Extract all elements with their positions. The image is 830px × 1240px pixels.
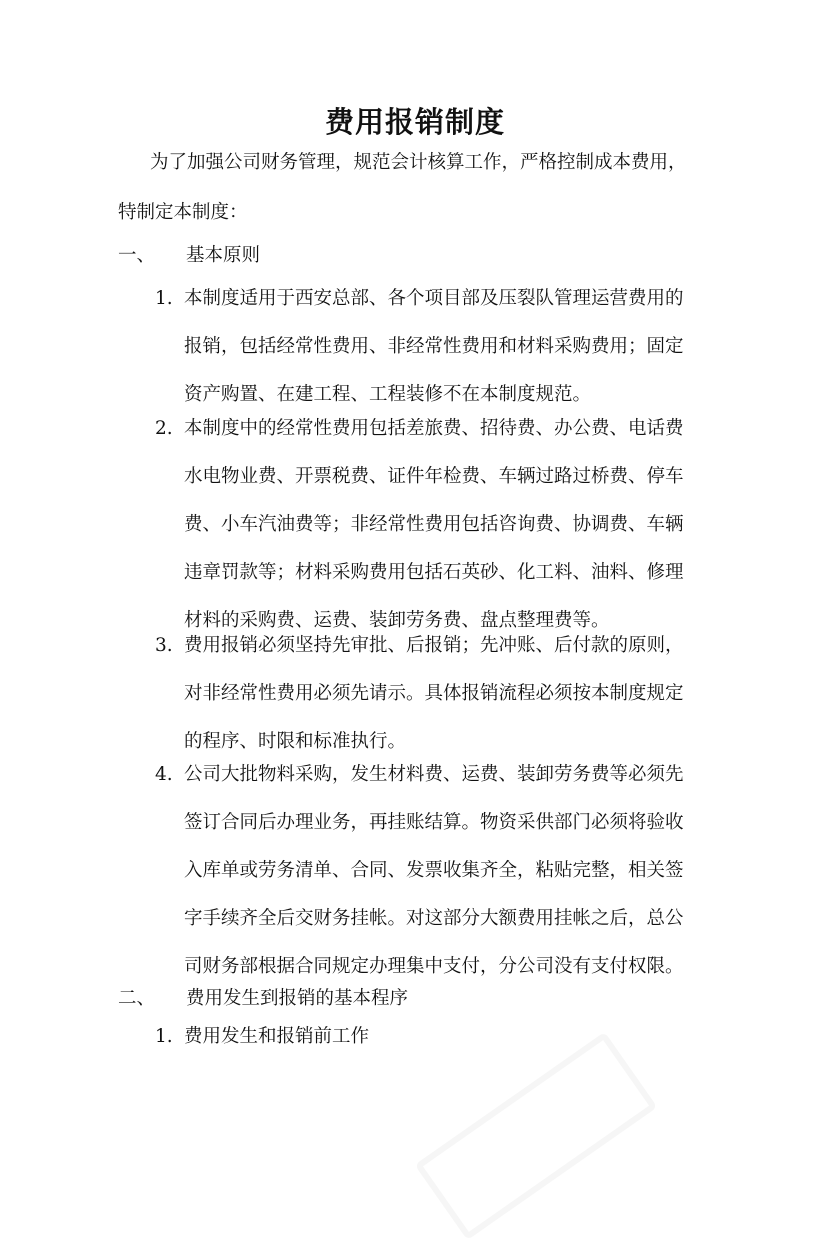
item-line: 字手续齐全后交财务挂帐。对这部分大额费用挂帐之后，总公 (184, 908, 684, 929)
list-item (184, 416, 714, 656)
list-item (184, 1024, 714, 1072)
section-number: 一、 (118, 245, 156, 266)
item-line: 本制度中的经常性费用包括差旅费、招待费、办公费、电话费 (184, 418, 684, 439)
item-line: 材料的采购费、运费、装卸劳务费、盘点整理费等。 (184, 610, 610, 631)
item-line: 签订合同后办理业务，再挂账结算。物资采供部门必须将验收 (184, 812, 684, 833)
item-number: 1. (155, 288, 173, 309)
item-number: 3. (155, 635, 173, 656)
item-line: 入库单或劳务清单、合同、发票收集齐全，粘贴完整，相关签 (184, 860, 684, 881)
section-number: 二、 (118, 988, 156, 1009)
item-line: 费用报销必须坚持先审批、后报销；先冲账、后付款的原则， (184, 635, 684, 656)
item-line: 费、小车汽油费等；非经常性费用包括咨询费、协调费、车辆 (184, 514, 684, 535)
item-number: 4. (155, 764, 173, 785)
item-number: 1. (155, 1026, 173, 1047)
intro-line-1: 为了加强公司财务管理，规范会计核算工作，严格控制成本费用， (150, 152, 687, 173)
item-line: 资产购置、在建工程、工程装修不在本制度规范。 (184, 384, 592, 405)
item-line: 对非经常性费用必须先请示。具体报销流程必须按本制度规定 (184, 683, 684, 704)
list-item (184, 286, 714, 430)
document-title: 费用报销制度 (324, 105, 505, 139)
item-line: 报销，包括经常性费用、非经常性费用和材料采购费用；固定 (184, 336, 684, 357)
item-number: 2. (155, 418, 173, 439)
list-item (184, 762, 714, 1002)
item-line: 违章罚款等；材料采购费用包括石英砂、化工料、油料、修理 (184, 562, 684, 583)
section-title: 费用发生到报销的基本程序 (186, 988, 409, 1009)
section-title: 基本原则 (186, 245, 261, 266)
item-line: 的程序、时限和标准执行。 (184, 731, 407, 752)
list-item (184, 633, 714, 777)
item-line: 司财务部根据合同规定办理集中支付，分公司没有支付权限。 (184, 956, 684, 977)
item-line: 费用发生和报销前工作 (184, 1026, 370, 1047)
item-line: 水电物业费、开票税费、证件年检费、车辆过路过桥费、停车 (184, 466, 684, 487)
item-line: 本制度适用于西安总部、各个项目部及压裂队管理运营费用的 (184, 288, 684, 309)
intro-line-2: 特制定本制度： (118, 202, 248, 223)
item-line: 公司大批物料采购，发生材料费、运费、装卸劳务费等必须先 (184, 764, 684, 785)
